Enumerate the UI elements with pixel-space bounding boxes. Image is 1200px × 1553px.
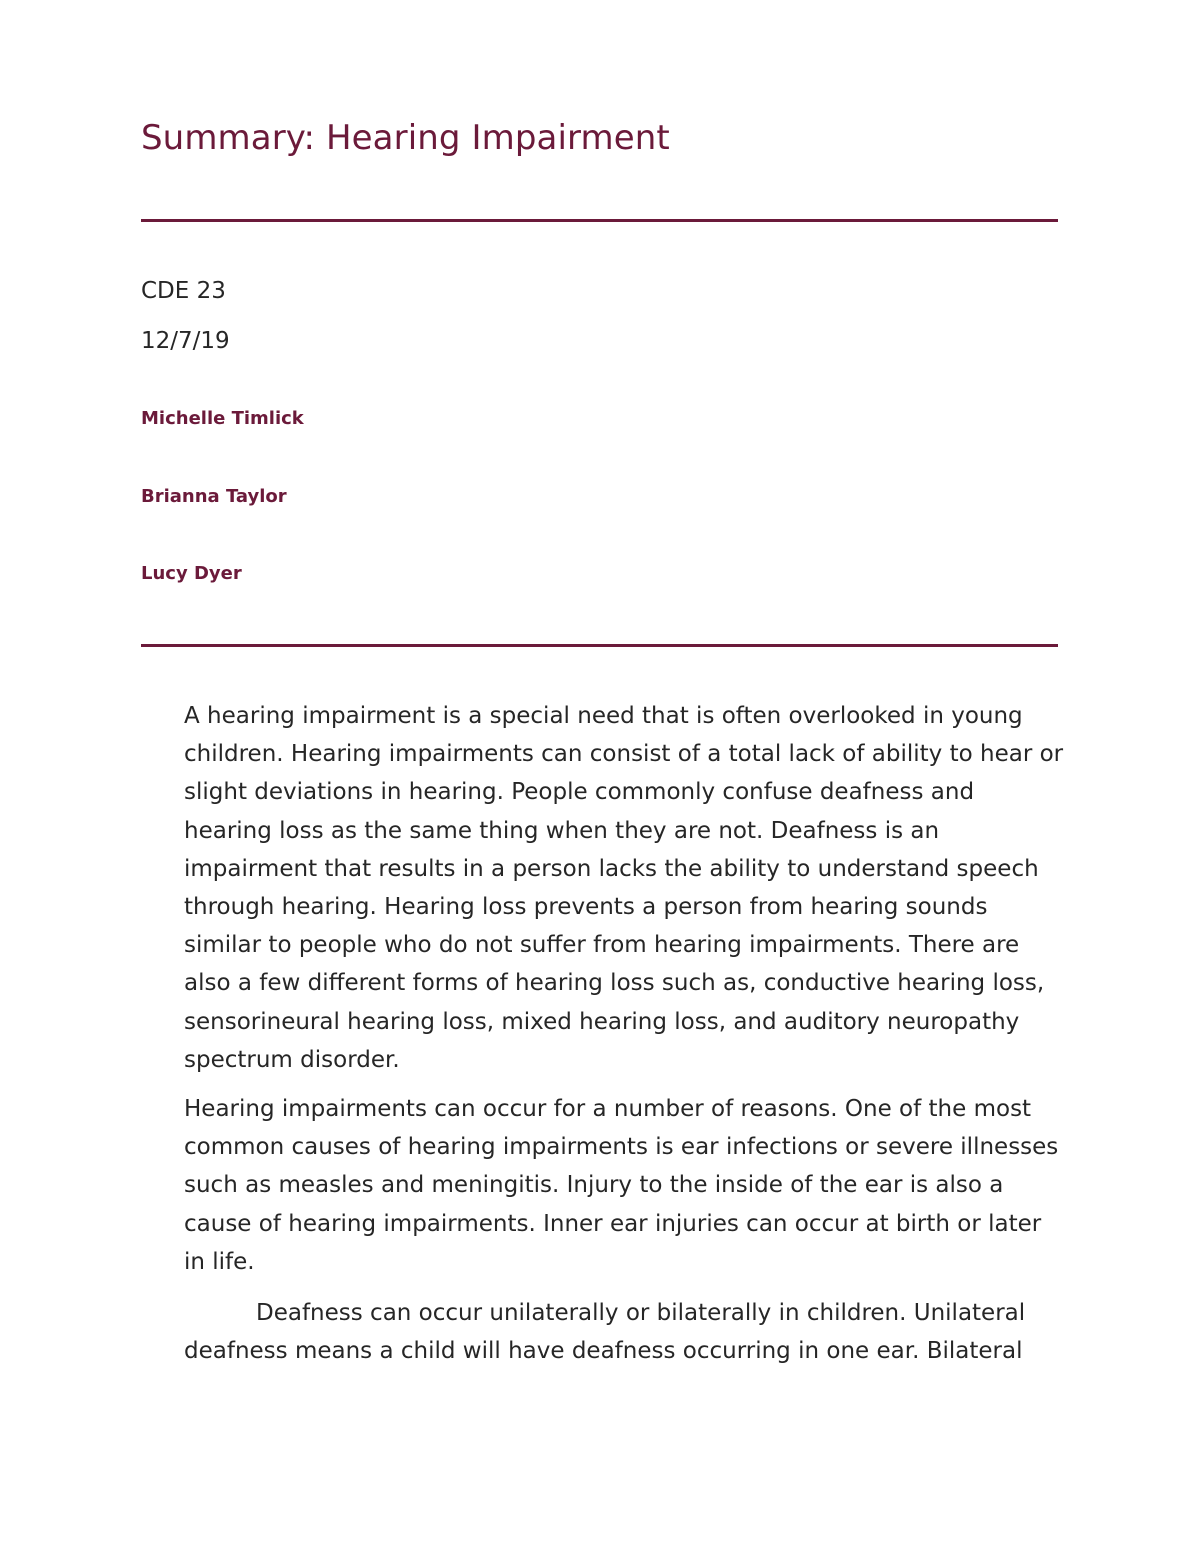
body-paragraph: A hearing impairment is a special need that is often overlooked in young children. Hearing impairments can consist of a total lack of ability to hear or slight deviations in hearing. People commonly confuse deafness and hearing loss as the same thing when they are not. Deafness is an impairment that results in a person lacks the ability to understand speech through hearing. Hearing loss prevents a person from hearing sounds similar to people who do not suffer from hearing impairments. There are also a few different forms of hearing loss such as, conductive hearing loss, sensorineural hearing loss, mixed hearing loss, and auditory neuropathy spectrum disorder. (184, 703, 1064, 1073)
author-name: Lucy Dyer (141, 563, 242, 584)
author-name: Michelle Timlick (141, 408, 304, 429)
course-code: CDE 23 (141, 278, 226, 304)
body-paragraph: Hearing impairments can occur for a number of reasons. One of the most common causes of hearing impairments is ear infections or severe illnesses such as measles and meningitis. Injury to the inside of the ear is also a cause of hearing impairments. Inner ear injuries can occur at birth or later in life. (184, 1096, 1059, 1275)
author-name: Brianna Taylor (141, 486, 287, 507)
document-date: 12/7/19 (141, 328, 230, 354)
body-paragraph: Deafness can occur unilaterally or bilaterally in children. Unilateral deafness means a child will have deafness occurring in one ear. Bilateral (184, 1300, 1026, 1365)
document-title: Summary: Hearing Impairment (141, 118, 670, 158)
title-divider (141, 219, 1058, 222)
header-divider (141, 644, 1058, 647)
